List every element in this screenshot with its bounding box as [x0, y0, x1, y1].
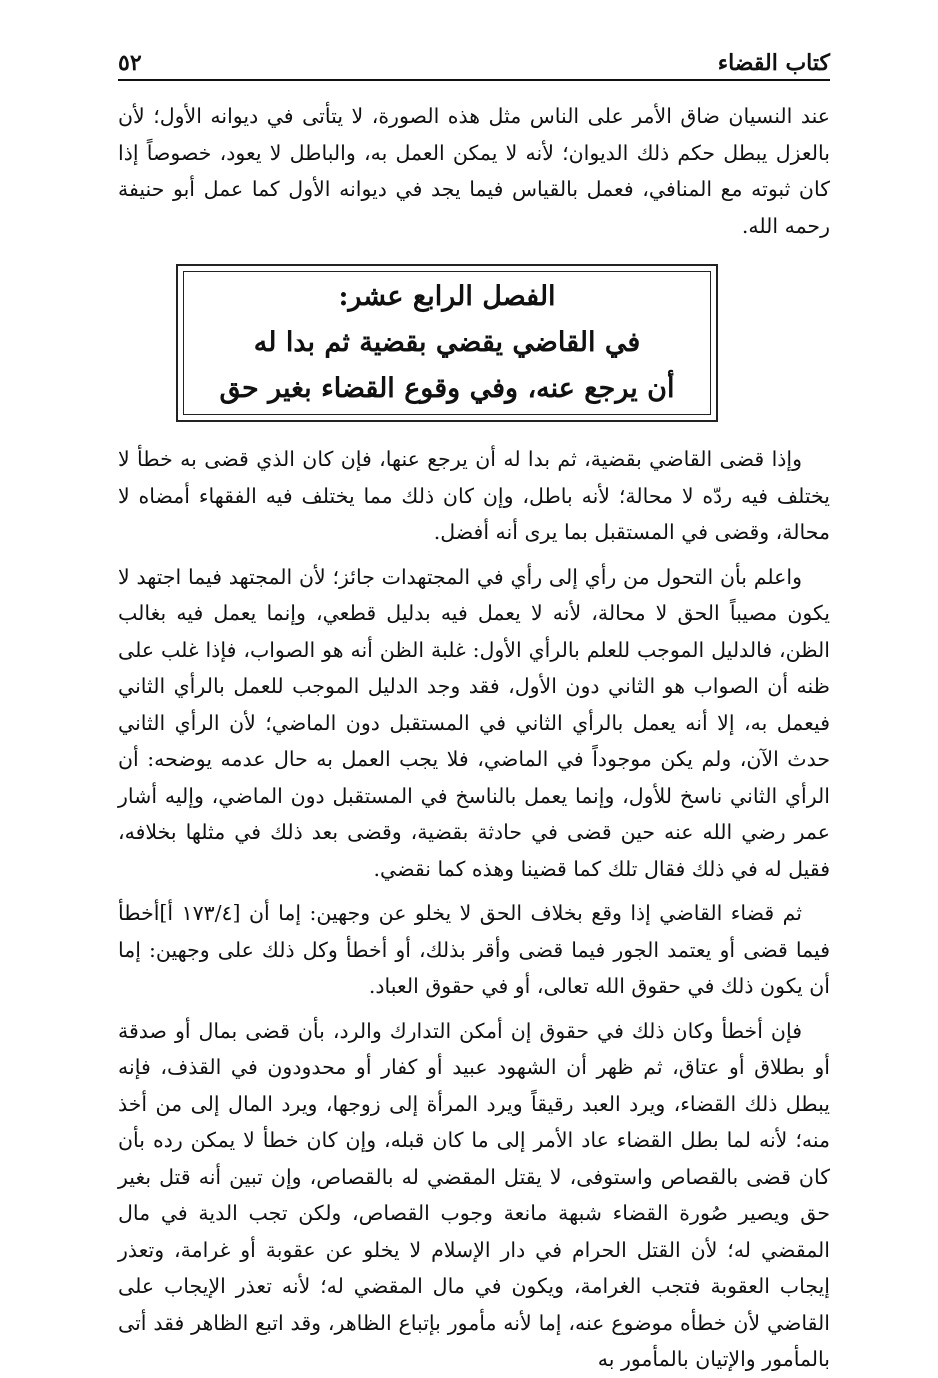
page-number: ٥٢ — [118, 50, 142, 76]
chapter-heading-line-1: الفصل الرابع عشر: — [338, 281, 556, 312]
body-text — [118, 441, 830, 1378]
body-paragraph-2: واعلم بأن التحول من رأي إلى رأي في المجتهدات جائز؛ لأن المجتهد فيما اجتهد لا يكون مصيباً الحق لا محالة، لأنه لا يعمل فيه بدليل قطعي، وإنما يعمل فيه بغالب الظن، فالدليل الموجب للعلم بالرأي الأول: غلبة الظن أنه هو الصواب، فإذا غلب على ظنه أن الصواب هو الثاني دون الأول، فقد وجد الدليل الموجب للعمل بالرأي الثاني فيعمل به، إلا أنه يعمل بالرأي الثاني في المستقبل دون الماضي؛ لأن الرأي الثاني حدث الآن، ولم يكن موجوداً في الماضي، فلا يجب العمل به حال عدمه يوضحه: أن الرأي الثاني ناسخ للأول، وإنما يعمل بالناسخ في المستقبل دون الماضي، وإليه أشار عمر رضي الله عنه حين قضى في حادثة بقضية، وقضى بعد ذلك في مثلها بخلافه، فقيل له في ذلك فقال تلك كما قضينا وهذه كما نقضي. — [118, 564, 830, 881]
body-paragraph-3: ثم قضاء القاضي إذا وقع بخلاف الحق لا يخلو عن وجهين: إما أن [١٧٣/٤ أ]أخطأ فيما قضى أو يعتمد الجور فيما قضى وأقر بذلك، أو أخطأ وكل ذلك على وجهين: إما أن يكون ذلك في حقوق الله تعالى، أو في حقوق العباد. — [118, 901, 830, 998]
chapter-heading-box — [176, 264, 718, 422]
intro-paragraph: عند النسيان ضاق الأمر على الناس مثل هذه الصورة، لا يتأتى في ديوانه الأول؛ لأن بالعزل يبطل حكم ذلك الديوان؛ لأنه لا يمكن العمل به، والباطل لا يعود، خصوصاً إذا كان ثبوته مع المنافي، فعمل بالقياس فيما يجد في ديوانه الأول كما عمل أبو حنيفة رحمه الله. — [118, 104, 830, 238]
chapter-heading-line-2: في القاضي يقضي بقضية ثم بدا له — [253, 327, 641, 358]
running-header — [118, 36, 830, 76]
body-paragraph-1: وإذا قضى القاضي بقضية، ثم بدا له أن يرجع عنها، فإن كان الذي قضى به خطأ لا يختلف فيه ردّه لا محالة؛ لأنه باطل، وإن كان ذلك مما يختلف فيه الفقهاء أمضاه لا محالة، وقضى في المستقبل بما يرى أنه أفضل. — [118, 447, 830, 544]
chapter-heading-inner-frame — [183, 271, 711, 415]
header-rule — [118, 79, 830, 81]
intro-text — [118, 98, 830, 244]
book-title: كتاب القضاء — [717, 50, 830, 76]
chapter-heading-line-3: أن يرجع عنه، وفي وقوع القضاء بغير حق — [219, 373, 675, 404]
body-paragraph-4: فإن أخطأ وكان ذلك في حقوق إن أمكن التدارك والرد، بأن قضى بمال أو صدقة أو بطلاق أو عتاق، ثم ظهر أن الشهود عبيد أو كفار أو محدودون في القذف، فإنه يبطل ذلك القضاء، ويرد العبد رقيقاً ويرد المرأة إلى زوجها، ويرد المال إلى من أخذ منه؛ لأنه لما بطل القضاء عاد الأمر إلى ما كان قبله، وإن كان خطأ لا يمكن رده بأن كان قضى بالقصاص واستوفى، لا يقتل المقضي له بالقصاص، وإن تبين أنه قتل بغير حق ويصير صُورة القضاء شبهة مانعة وجوب القصاص، ولكن تجب الدية في مال المقضي له؛ لأن القتل الحرام في دار الإسلام لا يخلو عن عقوبة أو غرامة، وتعذر إيجاب العقوبة فتجب الغرامة، ويكون في مال المقضي له؛ لأنه تعذر الإيجاب على القاضي لأن خطأه موضوع عنه، إما لأنه مأمور بإتباع الظاهر، وقد اتبع الظاهر فقد أتى بالمأمور والإتيان بالمأمور به — [118, 1018, 830, 1371]
